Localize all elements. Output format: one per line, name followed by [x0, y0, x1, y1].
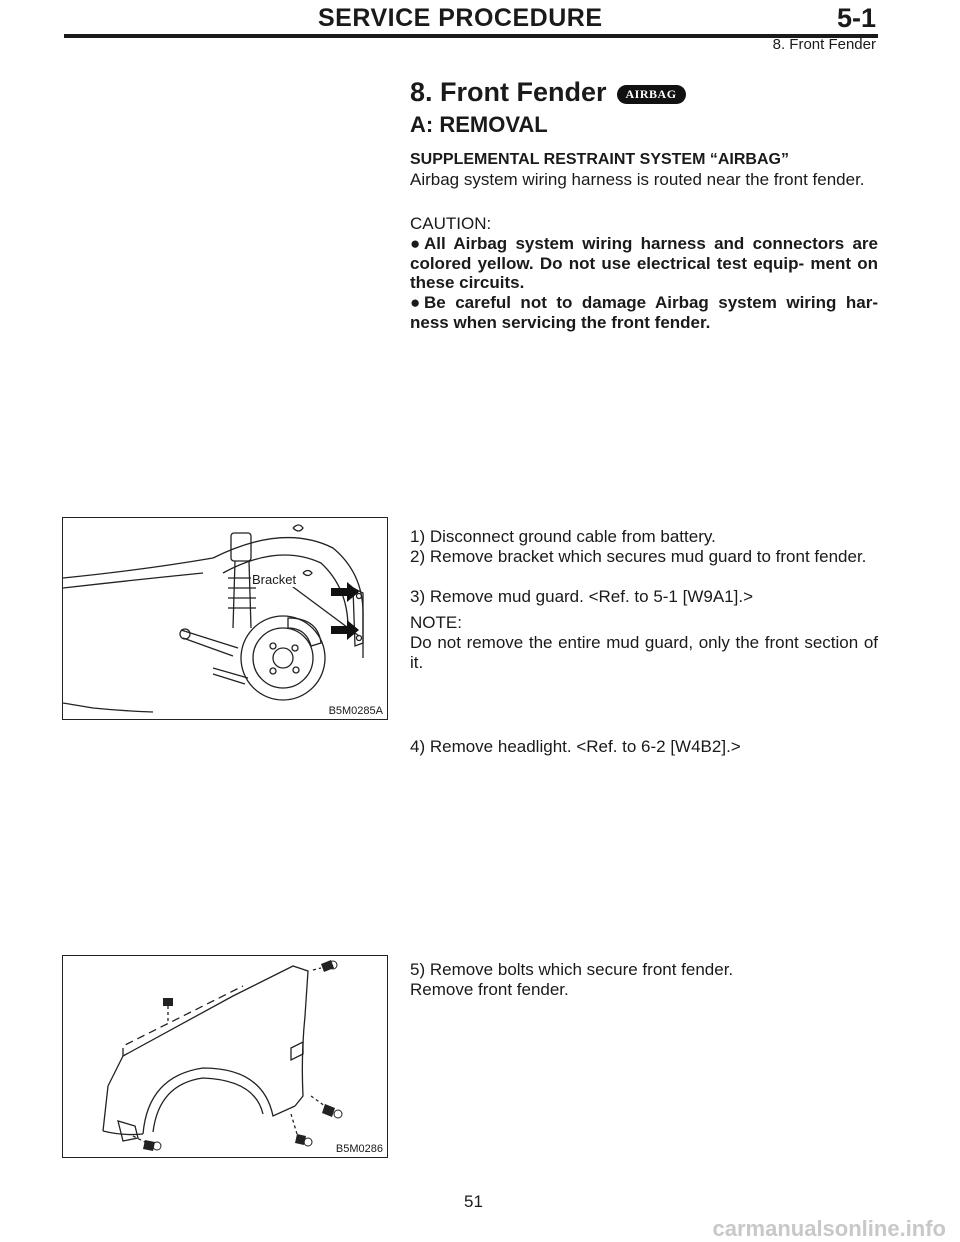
watermark: carmanualsonline.info	[712, 1216, 946, 1241]
bullet-icon: ●	[410, 293, 421, 312]
note-label: NOTE:	[410, 613, 462, 632]
section-number: 5-1	[836, 3, 876, 33]
step-5-line-2: Remove front fender.	[410, 980, 569, 999]
step-3: 3) Remove mud guard. <Ref. to 5-1 [W9A1].>	[410, 587, 753, 606]
step-1: 1) Disconnect ground cable from battery.	[410, 527, 716, 546]
page-number: 51	[464, 1192, 483, 1211]
caution-bullet-2	[410, 293, 878, 332]
figure-code: B5M0286	[335, 1143, 383, 1155]
step-4: 4) Remove headlight. <Ref. to 6-2 [W4B2].>	[410, 737, 741, 756]
header-title: SERVICE PROCEDURE	[318, 4, 603, 32]
bullet-icon: ●	[410, 234, 421, 253]
srs-body: Airbag system wiring harness is routed near the front fender.	[410, 170, 865, 189]
section-title: 8. Front Fender	[410, 77, 607, 107]
airbag-badge: AIRBAG	[617, 85, 686, 104]
figure-front-fender	[62, 955, 388, 1158]
step-2: 2) Remove bracket which secures mud guard to front fender.	[410, 547, 867, 566]
strut-bracket-illustration	[63, 518, 387, 719]
bracket-label: Bracket	[252, 572, 297, 587]
caution-bullet-1	[410, 234, 878, 293]
caution-label: CAUTION:	[410, 214, 492, 233]
figure-strut-bracket	[62, 517, 388, 720]
figure-code: B5M0285A	[328, 705, 383, 717]
header-subtitle: 8. Front Fender	[772, 36, 876, 53]
caution-bullet-text: All Airbag system wiring harness and connectors are colored yellow. Do not use electrical test equip- ment on these circuits.	[410, 234, 878, 292]
note-text: Do not remove the entire mud guard, only the front section of it.	[410, 633, 878, 672]
header-rule	[64, 34, 878, 38]
caution-bullet-text: Be careful not to damage Airbag system wiring har- ness when servicing the front fender.	[410, 293, 878, 332]
srs-title: SUPPLEMENTAL RESTRAINT SYSTEM “AIRBAG”	[410, 151, 789, 168]
removal-heading: A: REMOVAL	[410, 112, 548, 137]
front-fender-illustration	[63, 956, 387, 1157]
section-heading	[410, 77, 686, 108]
step-5-line-1: 5) Remove bolts which secure front fender.	[410, 960, 734, 979]
